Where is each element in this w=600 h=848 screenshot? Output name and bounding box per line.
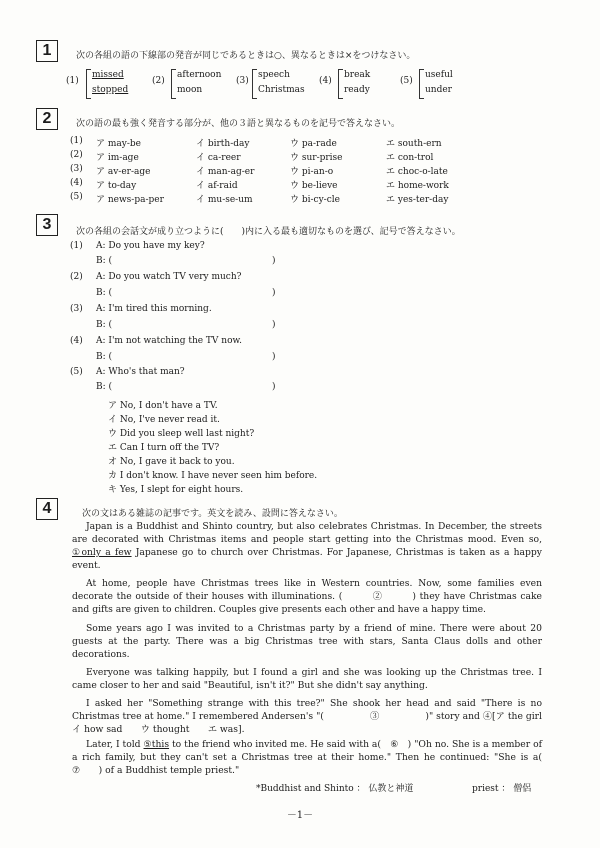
underline-1: ①only a few: [72, 547, 132, 559]
s1-item-4: break ready: [344, 68, 370, 98]
footnote-buddhist-shinto: *Buddhist and Shinto ： 仏教と神道: [256, 784, 414, 794]
article-paragraph-4: Everyone was talking happily, but I found a girl and she was looking up the Christmas tree. I came closer to her and said "Beautiful, isn't it?" But she didn't say anything.: [72, 667, 542, 692]
section-3-number: 3: [36, 214, 58, 236]
choice-ki: キ Yes, I slept for eight hours.: [108, 485, 244, 495]
s1-item-5: useful under: [425, 68, 453, 98]
article-paragraph-1: Japan is a Buddhist and Shinto country, but also celebrates Christmas. In December, the streets are decorated with Christmas items and people start getting into the Christmas mood. Even so, ①only a few Japanese go to church over Christmas. For Japanese, Christmas is taken as a happy event.: [72, 521, 542, 572]
footnote-priest: priest ： 僧侶: [472, 784, 532, 794]
underline-5: ⑤this: [143, 739, 170, 750]
s1-item-5-num: (5): [400, 76, 413, 86]
s1-item-2: afternoon moon: [177, 68, 221, 98]
article-paragraph-2: At home, people have Christmas trees like in Western countries. Now, some families even decorate the outside of their houses with illuminations. ( ② ) they have Christmas cake and gifts are given to children. Couples give presents each other and have a happy time.: [72, 578, 542, 616]
choice-a: ア No, I don't have a TV.: [108, 401, 218, 411]
section-1-instruction: 次の各組の語の下線部の発音が同じであるときは○、異なるときは×をつけなさい。: [76, 51, 416, 61]
section-2-instruction: 次の語の最も強く発音する部分が、他の３語と異なるものを記号で答えなさい。: [76, 119, 401, 129]
section-4-number: 4: [36, 498, 58, 520]
section-2-number: 2: [36, 108, 58, 130]
choice-u: ウ Did you sleep well last night?: [108, 429, 255, 439]
exam-page: 1 次の各組の語の下線部の発音が同じであるときは○、異なるときは×をつけなさい。 (1) missed stopped (2) afternoon moon (3) speech Christmas (4) break ready (5) useful under 2 次の語の最も強く発音する部分が、他の３語と異なるものを記号で答えなさい。 (1) ア may-be イ birth-day ウ pa-rade エ south-ern (2) ア im-age イ ca-reer ウ sur-prise エ con-trol (3) ア av-er-age イ man-ag-er ウ pi-an-o エ choc-o-late (4) ア to-day イ af-raid ウ be-lieve エ home-work (5) ア news-pa-per イ mu-se-um ウ bi-cy-cle エ yes-ter-day 3 次の各組の会話文が成り立つように( )内に入る最も適切なものを選び、記号で答えなさい。 (1) A: Do you have my key? B: ( ) (2) A: Do you watch TV very much? B: ( ) (3) A: I'm tired this morning. B: ( ) (4) A: I'm not watching the TV now. B: ( ) (5) A: Who's that man? B: ( ) ア No, I don't have a TV. イ No, I've never read it. ウ Did you sleep well last night? エ Can I turn off the TV? オ No, I gave it back to you. カ I don't know. I have never seen him before. キ Yes, I slept for eight hours. 4 次の文はある雑誌の記事です。英文を読み、設問に答えなさい。 Japan is a Buddhist and Shinto country, but also celebrates Christmas. In December, the streets are decorated with Christmas items and people start getting into the Christmas mood. Even so, ①only a few Japanese go to church over Christmas. For Japanese, Christmas is taken as a happy event. At home, people have Christmas trees like in Western countries. Now, some families even decorate the outside of their houses with illuminations. ( ② ) they have Christmas cake and gifts are given to children. Couples give presents each other and have a happy time. Some years ago I was invited to a Christmas party by a friend of mine. There were about 20 guests at the party. There was a big Christmas tree with stars, Santa Claus dolls and other decorations. Everyone was talking happily, but I found a girl and she was looking up the Christmas tree. I came closer to her and said "Beautiful, isn't it?" But she didn't say anything. I asked her "Something strange with this tree?" She shook her head and said "There is no Christmas tree at home." I remembered Andersen's "( ③ )" story and ④[ア the girl イ how sad ウ thought エ was]. Later, I told ⑤this to the friend who invited me. He said with a( ⑥ ) "Oh no. She is a member of a rich family, but they can't set a Christmas tree at their home." Then he continued: "She is a( ⑦ ) of a Buddhist temple priest." *Buddhist and Shinto ： 仏教と神道 priest ： 僧侶 －1－: [0, 0, 600, 848]
section-1-number: 1: [36, 40, 58, 62]
choice-ka: カ I don't know. I have never seen him before.: [108, 471, 318, 481]
choice-o: オ No, I gave it back to you.: [108, 457, 235, 467]
s1-item-3-num: (3): [236, 76, 249, 86]
s1-item-1-num: (1): [66, 76, 79, 86]
section-4-instruction: 次の文はある雑誌の記事です。英文を読み、設問に答えなさい。: [82, 509, 343, 519]
section-3-instruction: 次の各組の会話文が成り立つように( )内に入る最も適切なものを選び、記号で答えなさい。: [76, 227, 461, 237]
s1-item-4-num: (4): [319, 76, 332, 86]
page-number: －1－: [286, 810, 314, 821]
s1-item-2-num: (2): [152, 76, 165, 86]
choice-e: エ Can I turn off the TV?: [108, 443, 220, 453]
article-paragraph-3: Some years ago I was invited to a Christmas party by a friend of mine. There were about 20 guests at the party. There was a big Christmas tree with stars, Santa Claus dolls and other decorations.: [72, 623, 542, 661]
article-paragraph-6: Later, I told ⑤this to the friend who invited me. He said with a( ⑥ ) "Oh no. She is a member of a rich family, but they can't set a Christmas tree at their home." Then he continued: "She is a( ⑦ ) of a Buddhist temple priest.": [72, 739, 561, 777]
s1-item-1: missed stopped: [92, 68, 128, 98]
article-paragraph-5: I asked her "Something strange with this tree?" She shook her head and said "There is no Christmas tree at home." I remembered Andersen's "( ③ )" story and ④[ア the girl イ how sad ウ thought エ was].: [72, 698, 552, 736]
choice-i: イ No, I've never read it.: [108, 415, 220, 425]
s1-item-3: speech Christmas: [258, 68, 305, 98]
